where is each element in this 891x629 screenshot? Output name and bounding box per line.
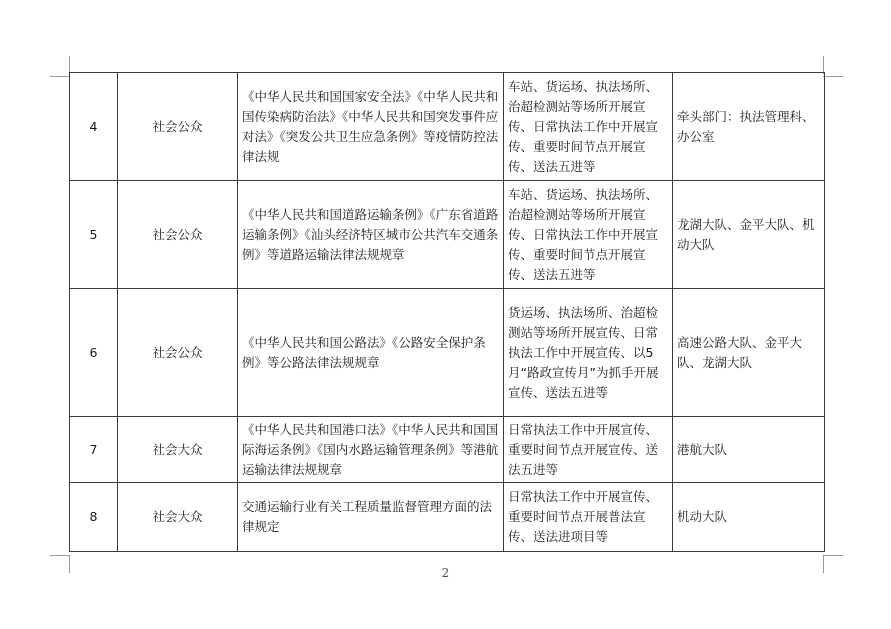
table-row: [70, 417, 825, 483]
row-number: 6: [70, 289, 118, 417]
responsible-department: 牵头部门：执法管理科、办公室: [673, 73, 825, 181]
table-row: [70, 181, 825, 289]
crop-mark-bottom-left-h: [50, 555, 70, 556]
row-number: 4: [70, 73, 118, 181]
publicity-method: 日常执法工作中开展宣传、重要时间节点开展宣传、送法五进等: [504, 417, 673, 483]
publicity-content: 《中华人民共和国国家安全法》《中华人民共和国传染病防治法》《中华人民共和国突发事件应对法》《突发公共卫生应急条例》等疫情防控法律法规: [238, 73, 504, 181]
row-number: 5: [70, 181, 118, 289]
target-audience: 社会大众: [118, 417, 238, 483]
publicity-method: 车站、货运场、执法场所、治超检测站等场所开展宣传、日常执法工作中开展宣传、重要时间节点开展宣传、送法五进等: [504, 73, 673, 181]
publicity-method: 车站、货运场、执法场所、治超检测站等场所开展宣传、日常执法工作中开展宣传、重要时间节点开展宣传、送法五进等: [504, 181, 673, 289]
crop-mark-top-left-h: [50, 76, 70, 77]
publicity-plan-table: [69, 72, 825, 552]
publicity-method: 货运场、执法场所、治超检测站等场所开展宣传、日常执法工作中开展宣传、以5月“路政宣传月”为抓手开展宣传、送法五进等: [504, 289, 673, 417]
publicity-content: 《中华人民共和国公路法》《公路安全保护条例》等公路法律法规规章: [238, 289, 504, 417]
crop-mark-bottom-right-h: [823, 555, 843, 556]
table-row: [70, 289, 825, 417]
table-row: [70, 73, 825, 181]
target-audience: 社会公众: [118, 73, 238, 181]
target-audience: 社会公众: [118, 181, 238, 289]
row-number: 8: [70, 483, 118, 552]
target-audience: 社会大众: [118, 483, 238, 552]
responsible-department: 龙湖大队、金平大队、机动大队: [673, 181, 825, 289]
responsible-department: 机动大队: [673, 483, 825, 552]
crop-mark-top-right-h: [823, 76, 843, 77]
publicity-method: 日常执法工作中开展宣传、重要时间节点开展普法宣传、送法进项目等: [504, 483, 673, 552]
publicity-content: 交通运输行业有关工程质量监督管理方面的法律规定: [238, 483, 504, 552]
publicity-content: 《中华人民共和国道路运输条例》《广东省道路运输条例》《汕头经济特区城市公共汽车交通条例》等道路运输法律法规规章: [238, 181, 504, 289]
target-audience: 社会公众: [118, 289, 238, 417]
responsible-department: 高速公路大队、金平大队、龙湖大队: [673, 289, 825, 417]
responsible-department: 港航大队: [673, 417, 825, 483]
row-number: 7: [70, 417, 118, 483]
publicity-content: 《中华人民共和国港口法》《中华人民共和国国际海运条例》《国内水路运输管理条例》等港航运输法律法规规章: [238, 417, 504, 483]
table-row: [70, 483, 825, 552]
page-number: 2: [441, 566, 450, 580]
